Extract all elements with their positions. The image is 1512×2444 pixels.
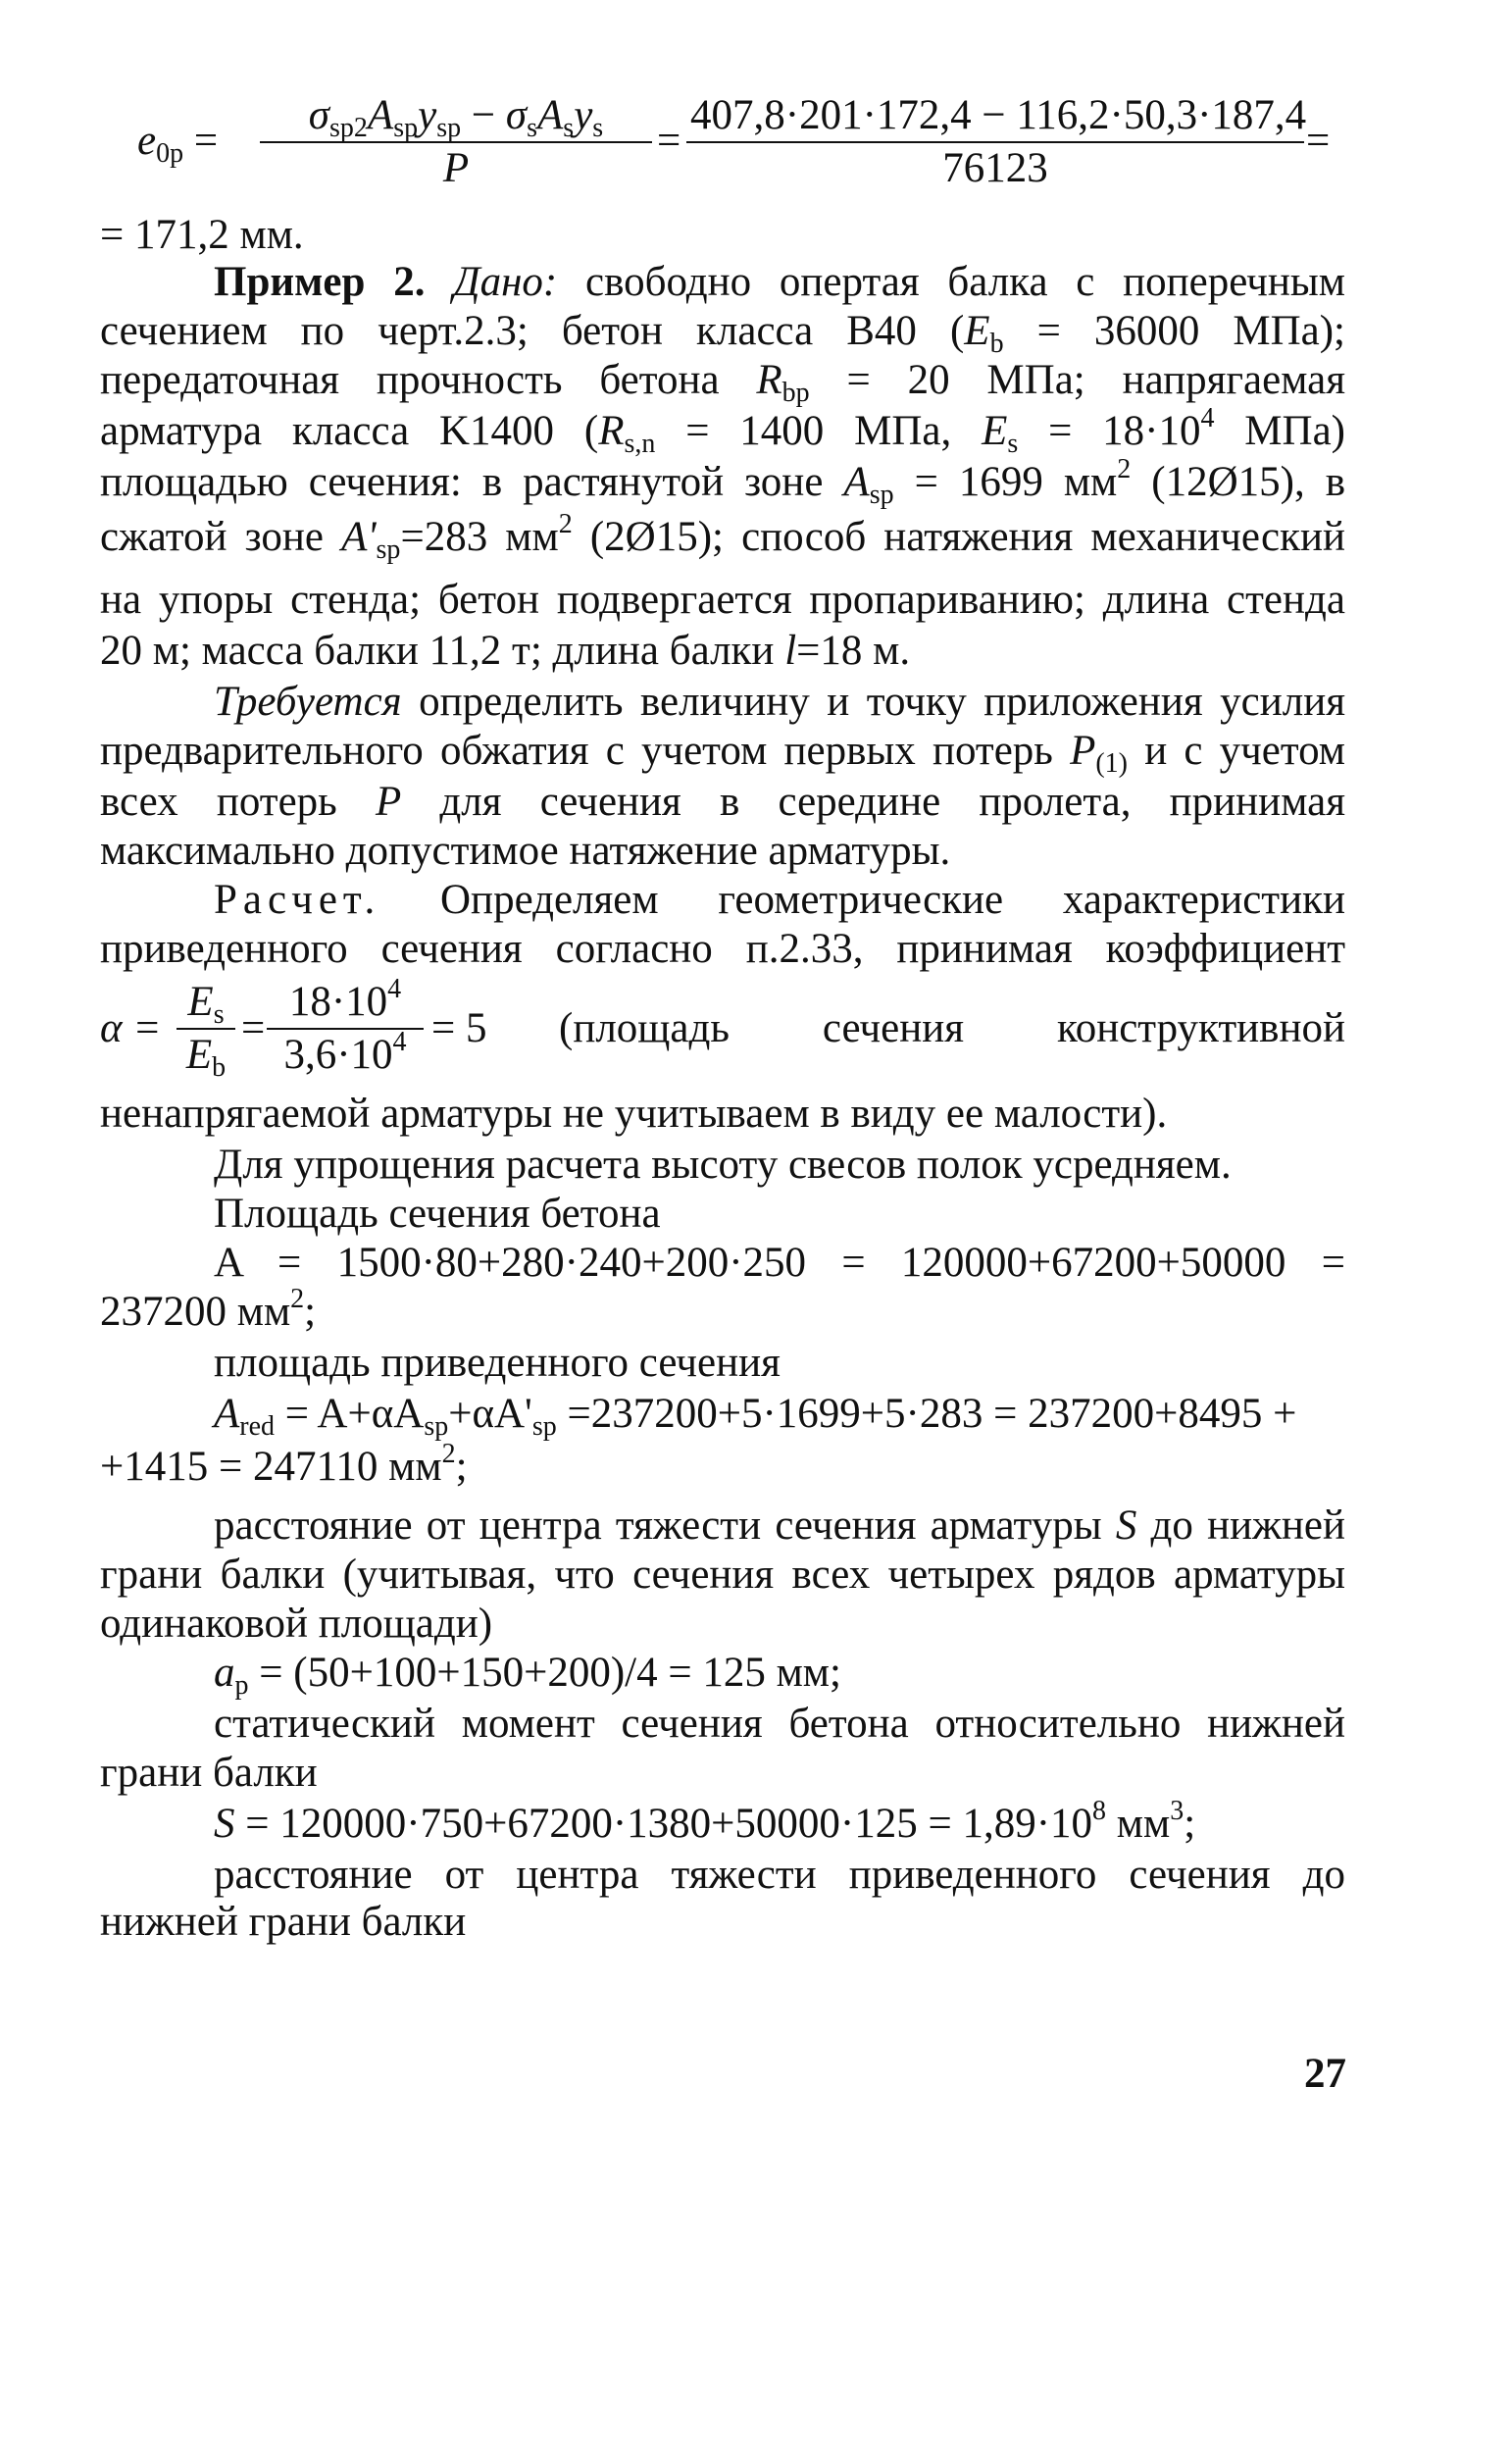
formula-e0p-eq2: =	[657, 118, 681, 164]
task-line-3: всех потерь P для сечения в середине пролета, принимая	[100, 779, 1345, 825]
calc-line-19: расстояние от центра тяжести приведенного сечения до	[214, 1852, 1345, 1898]
calc-line-9: площадь приведенного сечения	[214, 1340, 781, 1386]
calc-line-17: грани балки	[100, 1750, 318, 1796]
example-line-8: 20 м; масса балки 11,2 т; длина балки l=18 м.	[100, 628, 911, 674]
calc-line-4: ненапрягаемой арматуры не учитываем в виду ее малости).	[100, 1091, 1168, 1137]
alpha-paren: (площадь сечения конструктивной	[559, 1005, 1345, 1051]
formula-e0p-numeric-fraction: $\frac{407,8\cdot 201\cdot 172,4 - 116,2\cdot 50,3\cdot 187,4}{76123}$	[686, 90, 1304, 194]
page-number: 27	[1304, 2051, 1346, 2097]
formula-e0p-symbolic-fraction: $\sigma_{sp2}A_{sp}y_{sp} - \sigma_sA_sy_s$ P	[260, 90, 652, 194]
calc-line-14: одинаковой площади)	[100, 1601, 493, 1647]
formula-e0p-eq3: =	[1306, 118, 1331, 164]
calc-line-5: Для упрощения расчета высоту свесов полок усредняем.	[214, 1142, 1232, 1188]
example-line-4: арматура класса K1400 ($R_{s,n} = 1400$ МПа, $E_s = 18\cdot 10^4$ МПа)	[100, 403, 1345, 459]
example-title-line: Пример 2. Дано: свободно опертая балка с поперечным	[214, 259, 1346, 305]
calc-line-13: грани балки (учитывая, что сечения всех четырех рядов арматуры	[100, 1552, 1345, 1598]
alpha-result: = 5	[431, 1005, 487, 1051]
example-line-3: передаточная прочность бетона $R_{bp} = 20$ МПа; напрягаемая	[100, 357, 1345, 408]
calc-line-1: Расчет. Определяем геометрические характеристики	[214, 877, 1345, 923]
calc-line-12: расстояние от центра тяжести сечения арматуры S до нижней	[214, 1502, 1345, 1549]
example-line-7: на упоры стенда; бетон подвергается пропариванию; длина стенда	[100, 577, 1345, 623]
alpha-numeric-fraction: $\frac{18\cdot 10^4}{3,6\cdot 10^4}$	[267, 977, 424, 1081]
example-line-5: площадью сечения: в растянутой зоне $A_{sp} = 1699$ $мм^2$ (12Ø15), в	[100, 454, 1346, 510]
calc-line-10: $A_{red} = A+\alpha A_{sp}+\alpha A'_{sp} =237200+5\cdot 1699+5\cdot 283 = 237200+8495$ +	[214, 1391, 1297, 1442]
formula-e0p-result: = 171,2 мм.	[100, 212, 304, 258]
task-line-2: предварительного обжатия с учетом первых потерь $P_{(1)}$ и с учетом	[100, 728, 1345, 779]
alpha-eq: =	[241, 1005, 266, 1051]
calc-line-15: $a_p = (50+100+150+200)/4 = 125$ мм;	[214, 1650, 841, 1701]
alpha-lhs: α =	[100, 1005, 162, 1051]
calc-line-7: A = 1500·80+280·240+200·250 = 120000+67200+50000 =	[214, 1240, 1345, 1286]
formula-e0p-lhs: $e_{0p}$ =	[137, 118, 219, 169]
calc-line-8: 237200 $мм^2$;	[100, 1284, 317, 1335]
example-line-2: сечением по черт.2.3; бетон класса B40 ($E_b = 36000$ МПа);	[100, 308, 1346, 359]
calc-line-6: Площадь сечения бетона	[214, 1191, 661, 1237]
calc-line-11: +1415 = 247110 $мм^2$;	[100, 1439, 468, 1490]
example-line-6: сжатой зоне $A'_{sp}=283$ $мм^2$ (2Ø15); способ натяжения механический	[100, 509, 1345, 565]
alpha-es-eb-fraction: $\frac{E_s}{E_b}$	[176, 977, 235, 1081]
calc-line-16: статический момент сечения бетона относительно нижней	[214, 1701, 1345, 1747]
task-line-1: Требуется определить величину и точку приложения усилия	[214, 679, 1345, 725]
task-line-4: максимально допустимое натяжение арматуры.	[100, 828, 951, 874]
calc-line-20: нижней грани балки	[100, 1899, 467, 1945]
calc-line-18: $S = 120000\cdot 750+67200\cdot 1380+50000\cdot 125 = 1,89\cdot 10^8$ $мм^3$;	[214, 1796, 1196, 1847]
calc-line-2: приведенного сечения согласно п.2.33, принимая коэффициент	[100, 926, 1345, 972]
